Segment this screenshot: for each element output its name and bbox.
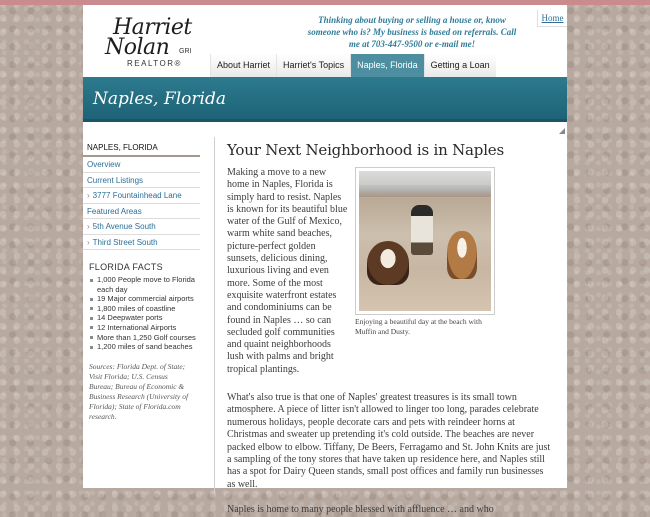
site-header	[83, 5, 567, 77]
main-content	[227, 137, 557, 517]
page-container	[83, 5, 567, 516]
body-paragraph-continued: Naples is home to many people blessed with affluence … and who	[227, 504, 494, 516]
list-item: 12 International Airports	[89, 323, 200, 333]
tagline-text: Thinking about buying or selling a house or, know someone who is? My business is based on referrals. Call me at 703-447-9500 or	[307, 15, 517, 49]
list-item: 14 Deepwater ports	[89, 313, 200, 323]
list-item: More than 1,250 Golf courses	[89, 333, 200, 343]
tab-harriets-topics[interactable]: Harriet's Topics	[276, 54, 350, 77]
body-paragraph: What's also true is that one of Naples' greatest treasures is its small town atmosphere. A piece of litter isn't allowed to linger too long, parades celebrate numerous holidays, people decorate cars and pets with reindeer horns at Christmas and sweater up pretending it's cold outside. The beaches are never packed elbow to elbow. Tiffany, De Beers, Ferragamo and St. John Knits are just a sampling of the tony stores that have taken up residence here, and Naples still has a spot for Dairy Queen stands, small post offices and family run businesses as well.	[227, 392, 551, 490]
sidebar-item-overview[interactable]: Overview	[83, 157, 200, 173]
main-nav	[210, 54, 496, 77]
facts-title: FLORIDA FACTS	[89, 262, 163, 272]
tab-getting-a-loan[interactable]: Getting a Loan	[424, 54, 496, 77]
sidebar-item-5th-avenue-south[interactable]	[83, 219, 200, 235]
list-item: 19 Major commercial airports	[89, 294, 200, 304]
sidebar-item-fountainhead-lane[interactable]	[83, 188, 200, 204]
list-item: 1,000 People move to Florida each day	[89, 275, 200, 294]
sidebar-item-featured-areas[interactable]: Featured Areas	[83, 204, 200, 220]
logo-last-name: Nolan	[105, 35, 170, 60]
sidebar-item-third-street-south[interactable]	[83, 235, 200, 251]
logo-realtor: REALTOR®	[127, 59, 182, 68]
logo-first-name: Harriet	[113, 15, 192, 40]
florida-facts	[83, 262, 200, 352]
list-item: 1,200 miles of sand beaches	[89, 342, 200, 352]
beach-photo	[355, 167, 495, 315]
home-link[interactable]: Home	[537, 10, 567, 27]
corner-marker	[559, 128, 565, 134]
sidebar-item-label: Third Street South	[92, 237, 158, 247]
site-logo[interactable]	[95, 15, 205, 73]
tab-about-harriet[interactable]: About Harriet	[210, 54, 276, 77]
intro-paragraph: Making a move to a new home in Naples, Florida is simply hard to resist. Naples is known for its beautiful blue water of the Gulf of Mexico, warm white sand beaches, picture-perfect golden sunsets, delicious dining, luxurious living and even more. Some of the most exquisite waterfront estates and condominiums can be found in Naples … so can secluded golf communities and quaint neighborhoods lush with palms and bright tropical plantings.	[227, 167, 348, 375]
email-link[interactable]: e-mail	[434, 39, 459, 49]
sidebar-item-label: 5th Avenue South	[92, 222, 156, 231]
tab-naples-florida[interactable]: Naples, Florida	[350, 54, 424, 77]
column-divider	[214, 137, 215, 493]
list-item: 1,800 miles of coastline	[89, 304, 200, 314]
sidebar	[83, 137, 200, 477]
page-banner	[83, 77, 567, 122]
tagline-end: me!	[458, 39, 476, 49]
page-title: Your Next Neighborhood is in Naples	[227, 141, 504, 159]
logo-gri: GRI	[179, 48, 192, 55]
sidebar-heading: NAPLES, FLORIDA	[83, 137, 200, 157]
beach-photo-image	[359, 171, 491, 311]
facts-list	[89, 275, 200, 352]
photo-caption: Enjoying a beautiful day at the beach with Muffin and Dusty.	[355, 317, 482, 336]
facts-sources: Sources: Florida Dept. of State; Visit Florida; U.S. Census Bureau; Bureau of Economic & Business Research (University of Florida); State of Florida.com research.	[89, 361, 189, 421]
sidebar-item-label: 3777 Fountainhead Lane	[92, 191, 182, 200]
referral-tagline	[307, 14, 517, 50]
sidebar-item-current-listings[interactable]: Current Listings	[83, 173, 200, 189]
banner-title: Naples, Florida	[93, 89, 226, 109]
